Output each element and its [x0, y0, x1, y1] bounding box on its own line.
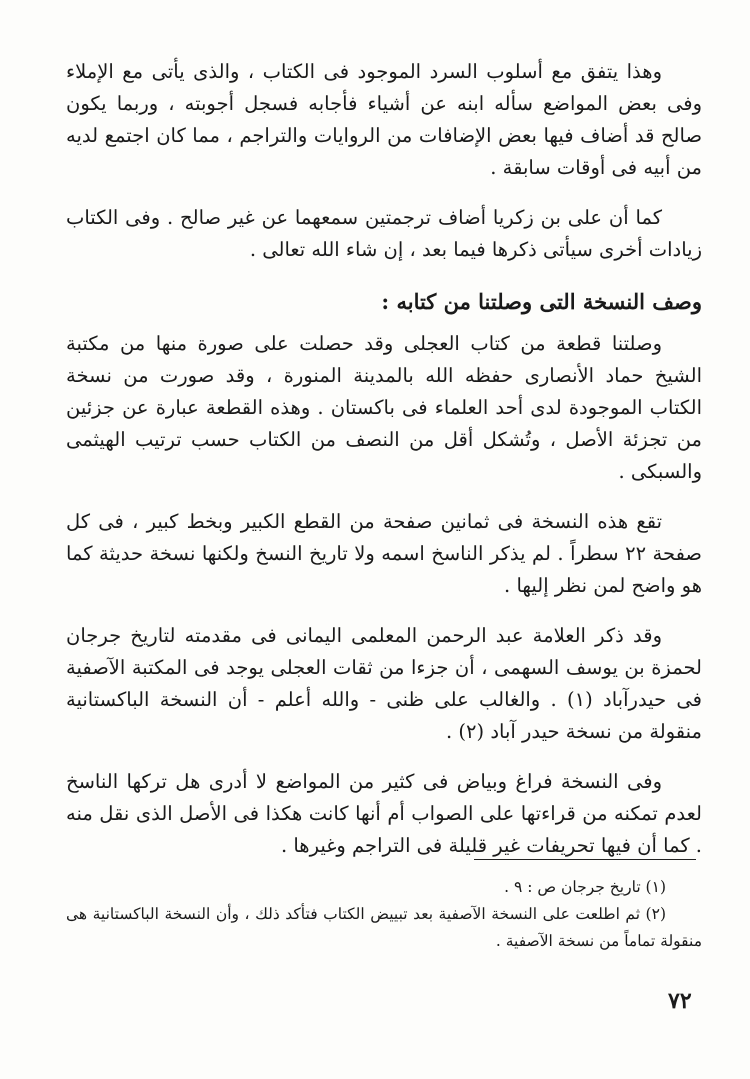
footnote-divider: [474, 859, 696, 860]
paragraph-5: وقد ذكر العلامة عبد الرحمن المعلمى اليمانى فى مقدمته لتاريخ جرجان لحمزة بن يوسف السهمى ، أن جزءا من ثقات العجلى يوجد فى المكتبة الآصفية فى حيدرآباد (١) . والغالب على ظنى - والله أعلم - أن النسخة الباكستانية منقولة من نسخة حيدر آباد (٢) .: [66, 624, 703, 743]
section-heading: وصف النسخة التى وصلتنا من كتابه :: [381, 289, 702, 314]
paragraph-3: وصلتنا قطعة من كتاب العجلى وقد حصلت على صورة منها من مكتبة الشيخ حماد الأنصارى حفظه الله بالمدينة المنورة ، وقد صورت من نسخة الكتاب الموجودة لدى أحد العلماء فى باكستان . وهذه القطعة عبارة عن جزئين من تجزئة الأصل ، وتُشكل أقل من النصف من الكتاب حسب ترتيب الهيثمى والسبكى .: [66, 332, 702, 483]
page-number: ٧٢: [668, 988, 692, 1014]
footnotes: [66, 874, 702, 955]
paragraph-2: كما أن على بن زكريا أضاف ترجمتين سمعهما عن غير صالح . وفى الكتاب زيادات أخرى سيأتى ذكرها فيما بعد ، إن شاء الله تعالى .: [66, 206, 702, 261]
paragraph-4: تقع هذه النسخة فى ثمانين صفحة من القطع الكبير وبخط كبير ، فى كل صفحة ٢٢ سطراً . لم يذكر الناسخ اسمه ولا تاريخ النسخ ولكنها نسخة حديثة كما هو واضح لمن نظر إليها .: [66, 510, 702, 597]
footnote-1: (١) تاريخ جرجان ص : ٩ .: [504, 878, 666, 896]
paragraph-1: وهذا يتفق مع أسلوب السرد الموجود فى الكتاب ، والذى يأتى مع الإملاء وفى بعض المواضع سأله ابنه عن أشياء فأجابه فسجل أجوبته ، وربما يكون صالح قد أضاف فيها بعض الإضافات من الروايات والتراجم ، مما كان اجتمع لديه من أبيه فى أوقات سابقة .: [66, 60, 702, 179]
main-text: [66, 56, 702, 880]
footnote-2: (٢) ثم اطلعت على النسخة الآصفية بعد تبييض الكتاب فتأكد ذلك ، وأن النسخة الباكستانية هى منقولة تماماً من نسخة الآصفية .: [66, 905, 702, 950]
paragraph-6: وفى النسخة فراغ وبياض فى كثير من المواضع لا أدرى هل تركها الناسخ لعدم تمكنه من قراءتها على الصواب أم أنها كانت هكذا فى الأصل الذى نقل منه . كما أن فيها تحريفات غير قليلة فى التراجم وغيرها .: [66, 770, 702, 857]
